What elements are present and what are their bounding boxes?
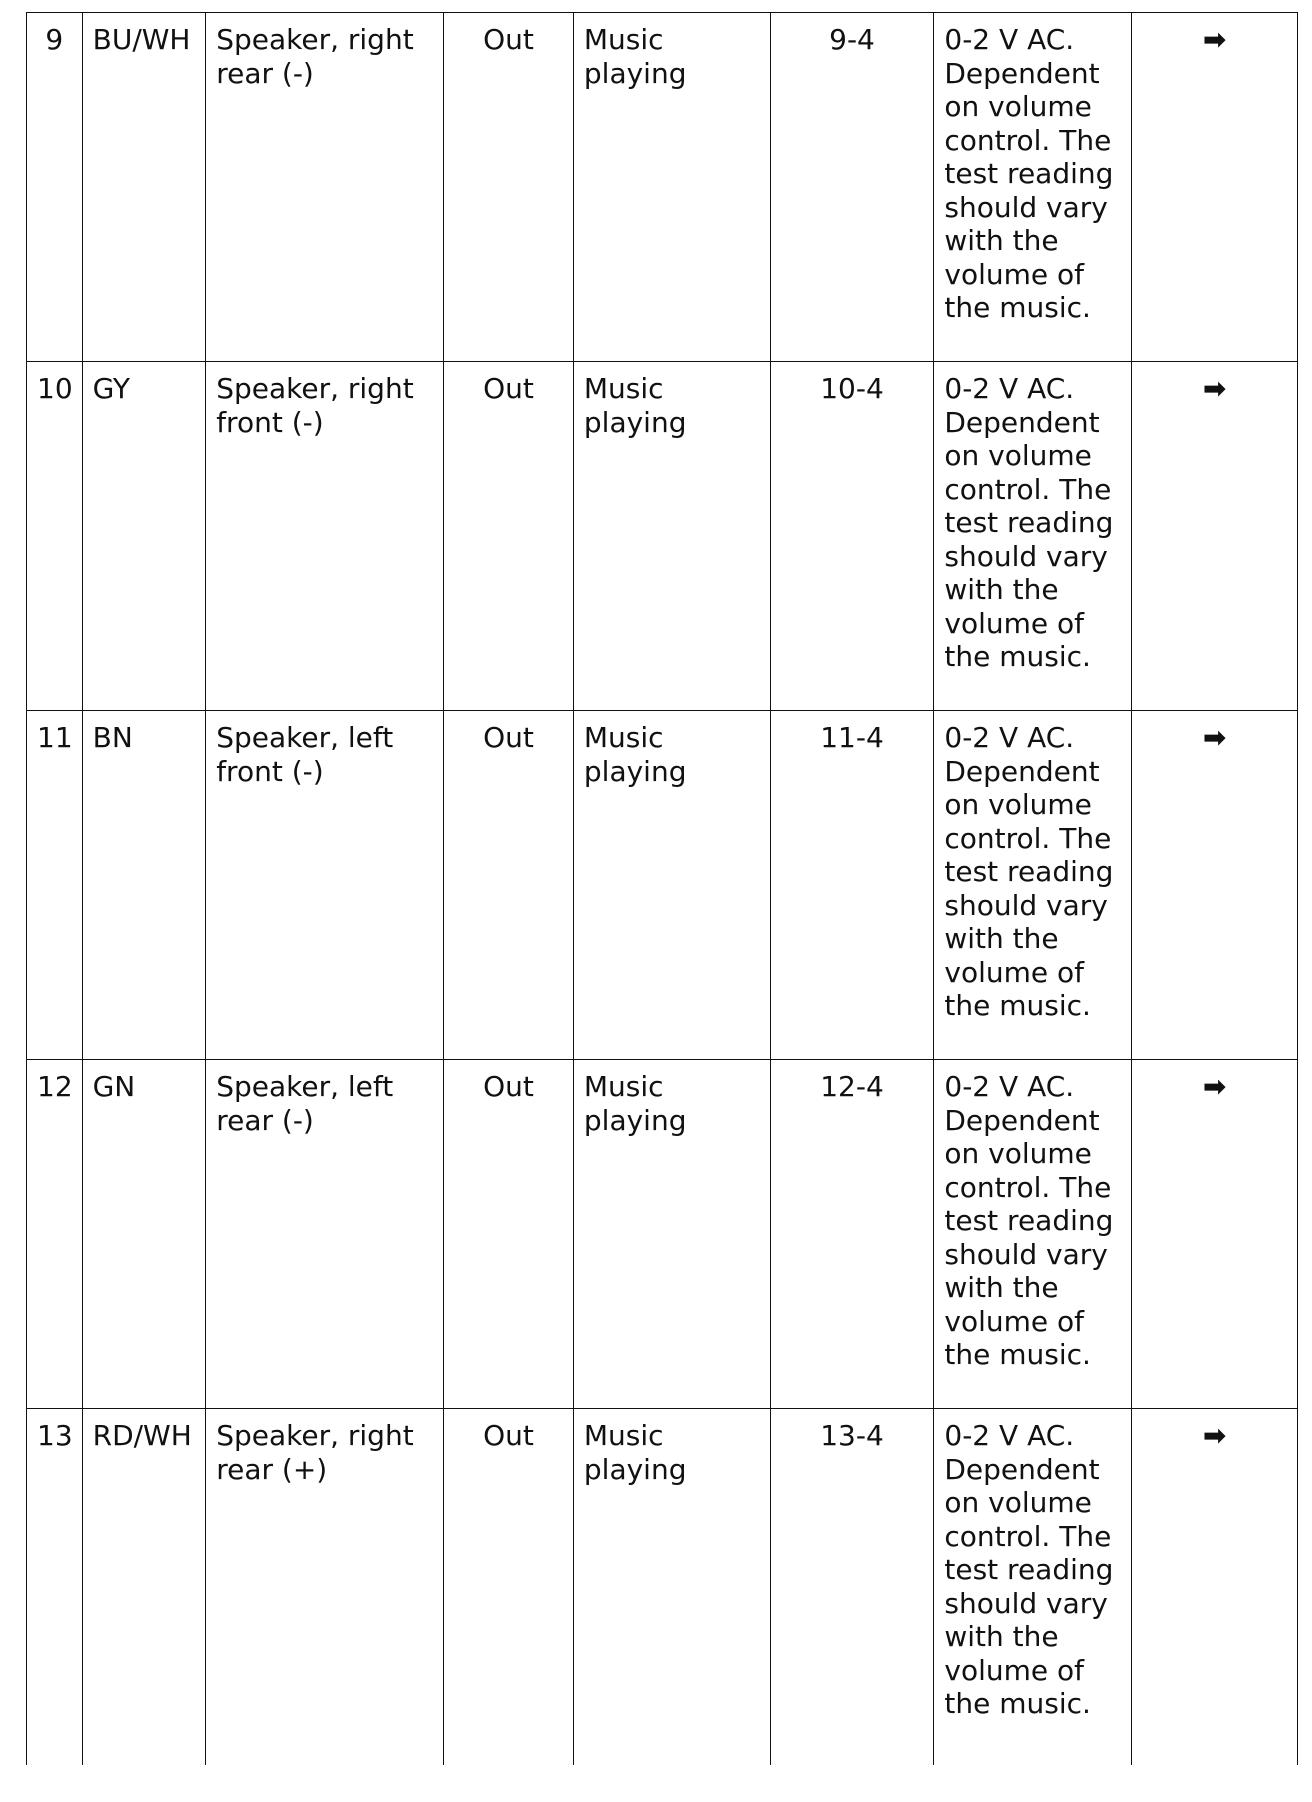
pin-function: Speaker, right rear (-): [206, 13, 444, 362]
link-cell: [1132, 1060, 1298, 1409]
wire-color: GN: [82, 1060, 206, 1409]
arrow-right-icon[interactable]: ➡: [1202, 1419, 1227, 1452]
test-condition: Music playing: [573, 1409, 770, 1765]
test-condition: Music playing: [573, 711, 770, 1060]
signal-direction: Out: [444, 1060, 574, 1409]
pin-number: 11: [27, 711, 83, 1060]
measure-between: 12-4: [770, 1060, 934, 1409]
pin-number: 13: [27, 1409, 83, 1765]
arrow-right-icon[interactable]: ➡: [1202, 372, 1227, 405]
pin-number: 12: [27, 1060, 83, 1409]
wire-color: BN: [82, 711, 206, 1060]
link-cell: [1132, 711, 1298, 1060]
arrow-right-icon[interactable]: ➡: [1202, 23, 1227, 56]
link-cell: [1132, 362, 1298, 711]
pin-function: Speaker, left front (-): [206, 711, 444, 1060]
measure-between: 10-4: [770, 362, 934, 711]
signal-direction: Out: [444, 362, 574, 711]
expected-value: 0-2 V AC. Dependent on volume control. The test reading should vary with the volume of the music.: [934, 1060, 1132, 1409]
signal-direction: Out: [444, 1409, 574, 1765]
table-row: [27, 362, 1298, 711]
wire-color: GY: [82, 362, 206, 711]
table-row: [27, 1060, 1298, 1409]
wire-color: BU/WH: [82, 13, 206, 362]
measure-between: 9-4: [770, 13, 934, 362]
measure-between: 13-4: [770, 1409, 934, 1765]
signal-direction: Out: [444, 13, 574, 362]
arrow-right-icon[interactable]: ➡: [1202, 721, 1227, 754]
arrow-right-icon[interactable]: ➡: [1202, 1070, 1227, 1103]
test-condition: Music playing: [573, 1060, 770, 1409]
pin-number: 9: [27, 13, 83, 362]
table-row: [27, 13, 1298, 362]
expected-value: 0-2 V AC. Dependent on volume control. The test reading should vary with the volume of the music.: [934, 13, 1132, 362]
pin-function: Speaker, right rear (+): [206, 1409, 444, 1765]
signal-direction: Out: [444, 711, 574, 1060]
expected-value: 0-2 V AC. Dependent on volume control. The test reading should vary with the volume of the music.: [934, 711, 1132, 1060]
pin-function: Speaker, right front (-): [206, 362, 444, 711]
test-condition: Music playing: [573, 13, 770, 362]
link-cell: [1132, 13, 1298, 362]
expected-value: 0-2 V AC. Dependent on volume control. The test reading should vary with the volume of the music.: [934, 1409, 1132, 1765]
pin-function: Speaker, left rear (-): [206, 1060, 444, 1409]
connector-pin-table: [26, 12, 1298, 1765]
table-row: [27, 1409, 1298, 1765]
wire-color: RD/WH: [82, 1409, 206, 1765]
link-cell: [1132, 1409, 1298, 1765]
test-condition: Music playing: [573, 362, 770, 711]
expected-value: 0-2 V AC. Dependent on volume control. The test reading should vary with the volume of the music.: [934, 362, 1132, 711]
table-row: [27, 711, 1298, 1060]
pin-number: 10: [27, 362, 83, 711]
measure-between: 11-4: [770, 711, 934, 1060]
